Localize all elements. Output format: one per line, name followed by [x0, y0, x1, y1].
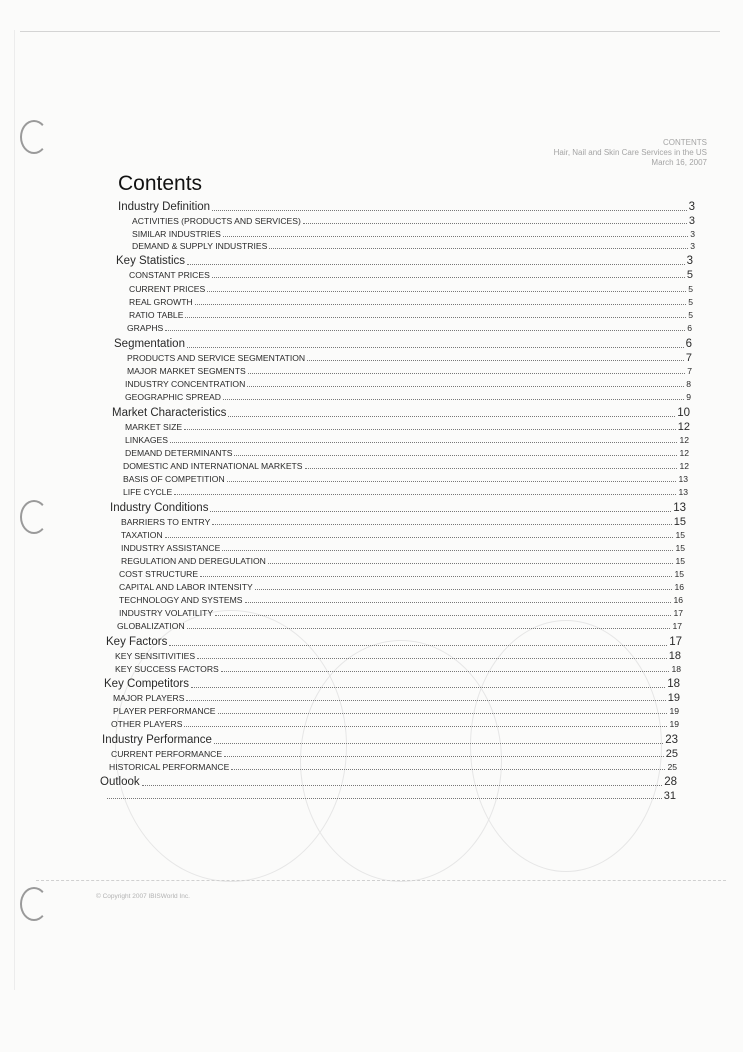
toc-entry[interactable] — [113, 692, 680, 704]
toc-entry[interactable] — [113, 705, 679, 717]
toc-entry-label: HISTORICAL PERFORMANCE — [109, 762, 230, 772]
toc-entry-page-number: 5 — [688, 284, 693, 294]
toc-entry[interactable] — [115, 650, 681, 662]
toc-entry-label: DEMAND & SUPPLY INDUSTRIES — [132, 241, 268, 251]
toc-dot-leader — [165, 536, 674, 538]
toc-dot-leader — [187, 346, 684, 348]
toc-entry-page-number: 16 — [674, 582, 684, 592]
toc-dot-leader — [227, 480, 677, 482]
header-date: March 16, 2007 — [651, 158, 707, 167]
toc-entry-page-number: 5 — [688, 310, 693, 320]
toc-dot-leader — [215, 614, 671, 616]
toc-entry[interactable] — [111, 748, 678, 760]
toc-entry[interactable] — [121, 516, 686, 528]
toc-entry[interactable] — [132, 215, 695, 227]
toc-entry[interactable] — [129, 309, 693, 321]
toc-entry-label: Outlook — [100, 776, 140, 788]
toc-entry[interactable] — [119, 568, 684, 580]
toc-entry[interactable] — [123, 473, 688, 485]
header-section: CONTENTS — [663, 138, 707, 147]
toc-entry-page-number: 7 — [685, 352, 692, 364]
toc-entry-label: Key Competitors — [104, 678, 190, 690]
toc-entry-page-number: 3 — [686, 255, 693, 267]
toc-entry-label: CURRENT PERFORMANCE — [111, 749, 223, 759]
toc-entry-label: TECHNOLOGY AND SYSTEMS — [119, 595, 243, 605]
toc-entry[interactable] — [100, 775, 677, 789]
toc-entry-page-number: 12 — [679, 448, 689, 458]
toc-entry[interactable] — [106, 635, 682, 649]
toc-entry-label: CONSTANT PRICES — [129, 270, 210, 280]
toc-dot-leader — [223, 398, 684, 400]
toc-dot-leader — [269, 247, 688, 249]
toc-entry-label: Market Characteristics — [112, 407, 227, 419]
toc-entry[interactable] — [129, 296, 693, 308]
toc-entry-label: BASIS OF COMPETITION — [123, 474, 225, 484]
toc-entry-label: TAXATION — [121, 530, 163, 540]
toc-dot-leader — [185, 316, 686, 318]
toc-entry-label: MAJOR MARKET SEGMENTS — [127, 366, 246, 376]
toc-entry-page-number: 28 — [664, 776, 677, 788]
toc-dot-leader — [169, 644, 667, 646]
toc-entry-page-number: 13 — [678, 474, 688, 484]
toc-entry-label: MAJOR PLAYERS — [113, 693, 185, 703]
toc-entry-label: Key Factors — [106, 636, 168, 648]
toc-entry-page-number: 6 — [687, 323, 692, 333]
toc-entry-label: Industry Performance — [102, 734, 212, 746]
toc-entry-page-number: 6 — [685, 338, 692, 350]
toc-entry[interactable] — [105, 790, 676, 802]
toc-entry-label: Industry Definition — [118, 201, 211, 213]
toc-entry[interactable] — [123, 486, 688, 498]
toc-dot-leader — [307, 359, 684, 361]
toc-entry-label: OTHER PLAYERS — [111, 719, 183, 729]
toc-dot-leader — [191, 686, 665, 688]
toc-entry-page-number: 5 — [688, 297, 693, 307]
toc-entry-page-number: 9 — [686, 392, 691, 402]
toc-entry-page-number: 16 — [673, 595, 683, 605]
toc-dot-leader — [200, 575, 672, 577]
toc-entry-page-number: 13 — [673, 502, 686, 514]
toc-entry[interactable] — [119, 594, 683, 606]
toc-entry-page-number: 19 — [667, 692, 680, 704]
toc-entry-page-number: 23 — [665, 734, 678, 746]
scan-edge-left — [14, 30, 15, 990]
binder-hole-top — [20, 120, 48, 154]
toc-dot-leader — [212, 523, 671, 525]
toc-entry-label: Industry Conditions — [110, 502, 209, 514]
toc-dot-leader — [234, 454, 677, 456]
toc-dot-leader — [268, 562, 674, 564]
toc-dot-leader — [222, 549, 673, 551]
toc-entry-label: GEOGRAPHIC SPREAD — [125, 392, 221, 402]
toc-entry[interactable] — [125, 378, 691, 390]
toc-entry-label: MARKET SIZE — [125, 422, 183, 432]
toc-entry[interactable] — [119, 581, 684, 593]
toc-entry-label: GRAPHS — [127, 323, 164, 333]
toc-dot-leader — [303, 222, 687, 224]
toc-dot-leader — [195, 303, 687, 305]
toc-entry[interactable] — [115, 663, 681, 675]
toc-entry-label: RATIO TABLE — [129, 310, 184, 320]
toc-entry[interactable] — [112, 406, 690, 420]
toc-entry[interactable] — [129, 269, 693, 281]
toc-entry[interactable] — [132, 228, 695, 240]
toc-dot-leader — [142, 784, 663, 786]
toc-dot-leader — [223, 235, 688, 237]
toc-entry[interactable] — [119, 607, 683, 619]
toc-entry[interactable] — [127, 352, 692, 364]
footer-divider — [36, 880, 726, 881]
toc-entry[interactable] — [109, 761, 677, 773]
toc-entry-label: INDUSTRY CONCENTRATION — [125, 379, 246, 389]
toc-dot-leader — [165, 329, 685, 331]
toc-dot-leader — [212, 209, 687, 211]
toc-entry[interactable] — [104, 677, 680, 691]
toc-entry-label: ACTIVITIES (PRODUCTS AND SERVICES) — [132, 216, 301, 226]
toc-entry[interactable] — [127, 365, 692, 377]
toc-entry-label: KEY SENSITIVITIES — [115, 651, 196, 661]
toc-dot-leader — [212, 276, 685, 278]
toc-entry-label: CAPITAL AND LABOR INTENSITY — [119, 582, 253, 592]
header-report-title: Hair, Nail and Skin Care Services in the US — [553, 148, 707, 157]
toc-dot-leader — [245, 601, 672, 603]
toc-dot-leader — [170, 441, 677, 443]
toc-entry-page-number: 8 — [686, 379, 691, 389]
toc-entry-page-number: 15 — [675, 556, 685, 566]
toc-entry-page-number: 31 — [663, 790, 676, 802]
toc-entry-label: PLAYER PERFORMANCE — [113, 706, 216, 716]
binder-hole-middle — [20, 500, 48, 534]
toc-dot-leader — [107, 797, 662, 799]
toc-entry[interactable] — [110, 501, 686, 515]
toc-entry[interactable] — [114, 337, 692, 351]
toc-entry-page-number: 5 — [686, 269, 693, 281]
toc-entry-label: LIFE CYCLE — [123, 487, 173, 497]
toc-dot-leader — [186, 699, 665, 701]
scan-edge-top — [20, 31, 720, 32]
toc-dot-leader — [228, 415, 675, 417]
toc-entry[interactable] — [125, 434, 689, 446]
toc-entry-page-number: 15 — [675, 530, 685, 540]
toc-entry-label: REAL GROWTH — [129, 297, 193, 307]
page-header — [554, 138, 707, 168]
toc-entry[interactable] — [102, 733, 678, 747]
toc-entry-page-number: 12 — [679, 435, 689, 445]
toc-entry-page-number: 19 — [669, 706, 679, 716]
toc-entry-page-number: 15 — [674, 569, 684, 579]
toc-entry-page-number: 3 — [688, 201, 695, 213]
toc-entry[interactable] — [125, 391, 691, 403]
toc-entry-page-number: 12 — [679, 461, 689, 471]
toc-entry-page-number: 17 — [673, 608, 683, 618]
toc-dot-leader — [231, 768, 665, 770]
toc-entry-page-number: 3 — [690, 241, 695, 251]
toc-dot-leader — [218, 712, 668, 714]
toc-entry-label: INDUSTRY VOLATILITY — [119, 608, 214, 618]
toc-entry-page-number: 25 — [667, 762, 677, 772]
toc-entry[interactable] — [121, 542, 685, 554]
toc-dot-leader — [184, 725, 667, 727]
toc-entry-label: Key Statistics — [116, 255, 186, 267]
toc-entry[interactable] — [127, 322, 692, 334]
toc-entry-page-number: 25 — [665, 748, 678, 760]
toc-entry[interactable] — [117, 620, 682, 632]
binder-hole-bottom — [20, 887, 48, 921]
toc-dot-leader — [210, 510, 671, 512]
toc-dot-leader — [255, 588, 673, 590]
toc-entry-page-number: 17 — [669, 636, 682, 648]
toc-entry-label: LINKAGES — [125, 435, 168, 445]
toc-dot-leader — [187, 263, 685, 265]
toc-entry-page-number: 18 — [667, 678, 680, 690]
toc-entry-page-number: 19 — [669, 719, 679, 729]
toc-entry[interactable] — [121, 529, 685, 541]
toc-entry-page-number: 13 — [678, 487, 688, 497]
toc-entry[interactable] — [132, 240, 695, 252]
toc-entry-label: REGULATION AND DEREGULATION — [121, 556, 266, 566]
copyright-notice: © Copyright 2007 IBISWorld Inc. — [96, 893, 190, 900]
toc-dot-leader — [187, 627, 671, 629]
toc-entry-label: SIMILAR INDUSTRIES — [132, 229, 221, 239]
page-title: Contents — [118, 172, 203, 195]
toc-dot-leader — [247, 385, 684, 387]
toc-entry-page-number: 15 — [673, 516, 686, 528]
toc-entry-page-number: 3 — [690, 229, 695, 239]
toc-entry[interactable] — [116, 254, 693, 268]
toc-dot-leader — [305, 467, 678, 469]
toc-entry[interactable] — [111, 718, 679, 730]
toc-dot-leader — [248, 372, 685, 374]
toc-entry-page-number: 3 — [688, 215, 695, 227]
toc-entry-page-number: 18 — [671, 664, 681, 674]
toc-entry-page-number: 12 — [677, 421, 690, 433]
toc-dot-leader — [184, 428, 676, 430]
toc-entry-label: Segmentation — [114, 338, 185, 350]
toc-entry[interactable] — [125, 447, 689, 459]
toc-entry-label: INDUSTRY ASSISTANCE — [121, 543, 221, 553]
toc-entry-page-number: 18 — [668, 650, 681, 662]
toc-entry-label: DEMAND DETERMINANTS — [125, 448, 233, 458]
toc-dot-leader — [197, 657, 667, 659]
toc-entry-label: CURRENT PRICES — [129, 284, 206, 294]
toc-entry-label: PRODUCTS AND SERVICE SEGMENTATION — [127, 353, 306, 363]
toc-entry-label: KEY SUCCESS FACTORS — [115, 664, 219, 674]
toc-dot-leader — [174, 493, 676, 495]
toc-dot-leader — [214, 742, 663, 744]
toc-entry[interactable] — [121, 555, 685, 567]
toc-entry[interactable] — [129, 283, 693, 295]
toc-dot-leader — [224, 755, 664, 757]
toc-entry-label: COST STRUCTURE — [119, 569, 199, 579]
toc-entry-label: DOMESTIC AND INTERNATIONAL MARKETS — [123, 461, 303, 471]
toc-entry-page-number: 17 — [672, 621, 682, 631]
toc-entry-page-number: 7 — [687, 366, 692, 376]
toc-dot-leader — [221, 670, 670, 672]
toc-entry-label: GLOBALIZATION — [117, 621, 185, 631]
toc-dot-leader — [207, 290, 686, 292]
toc-entry-page-number: 10 — [677, 407, 690, 419]
toc-entry[interactable] — [125, 421, 690, 433]
toc-entry[interactable] — [123, 460, 689, 472]
toc-entry[interactable] — [118, 200, 695, 214]
toc-entry-page-number: 15 — [675, 543, 685, 553]
toc-entry-label: BARRIERS TO ENTRY — [121, 517, 211, 527]
